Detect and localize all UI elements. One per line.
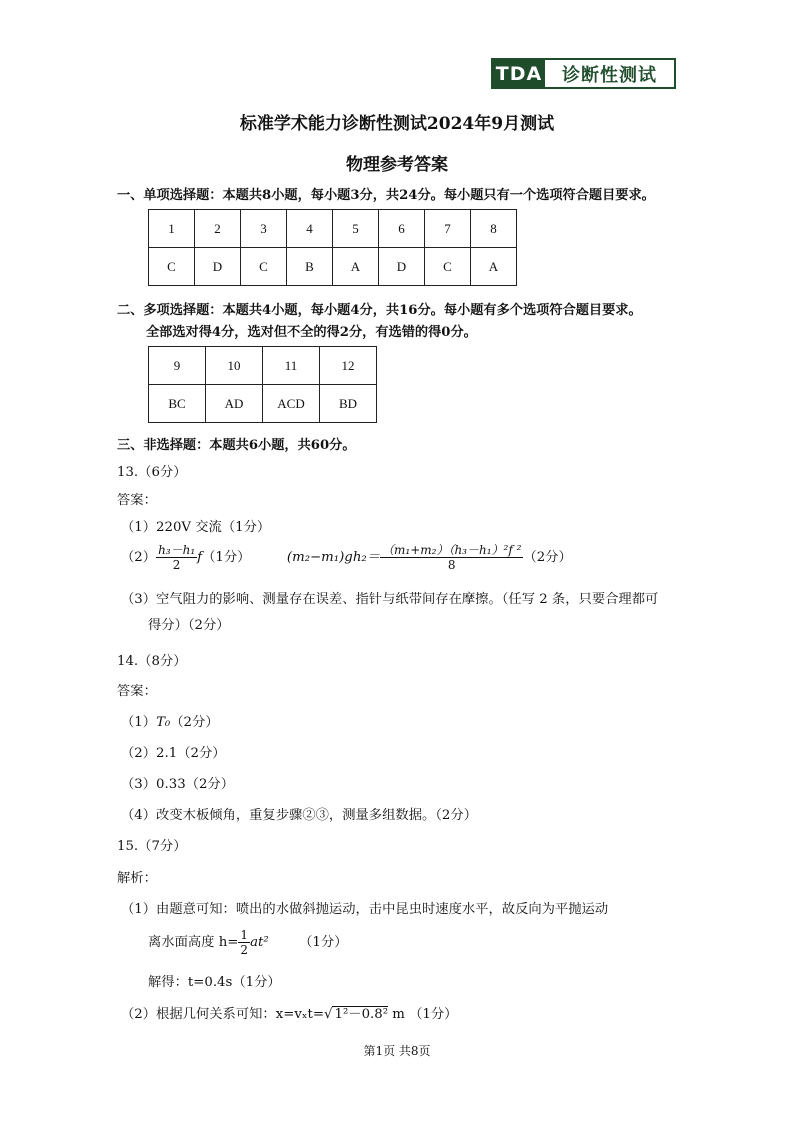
table-cell: D (379, 248, 425, 286)
fraction-denominator: 8 (447, 558, 456, 572)
q15-analysis-label: 解析： (117, 871, 157, 886)
section1-heading: 一、单项选择题：本题共8小题，每小题3分，共24分。每小题只有一个选项符合题目要求。 (117, 188, 655, 203)
page-footer: 第1页 共8页 (363, 1044, 431, 1058)
table-cell: 10 (206, 347, 263, 385)
table-row (149, 210, 517, 248)
table-cell: C (241, 248, 287, 286)
table-cell: D (195, 248, 241, 286)
section1-answer-table (148, 209, 517, 286)
table-cell: 7 (425, 210, 471, 248)
table-cell: 11 (263, 347, 320, 385)
q14-answer-1 (121, 711, 219, 730)
fraction-denominator: 2 (172, 558, 181, 572)
table-cell: 6 (379, 210, 425, 248)
table-cell: 1 (149, 210, 195, 248)
q14-answer-3: （3）0.33（2分） (121, 777, 235, 792)
q13-a2-eq-left: (m₂−m₁)gh₂＝ (286, 550, 381, 565)
table-cell: A (333, 248, 379, 286)
q14-answer-2: （2）2.1（2分） (121, 746, 226, 761)
q15-height-fraction (238, 928, 250, 957)
section2-heading-line2: 全部选对得4分，选对但不全的得2分，有选错的得0分。 (146, 325, 477, 340)
table-row (149, 248, 517, 286)
table-cell: C (425, 248, 471, 286)
q13-header: 13.（6分） (117, 465, 187, 480)
table-cell: 2 (195, 210, 241, 248)
q15-part1-solve: 解得：t=0.4s（1分） (148, 975, 281, 990)
fraction-numerator: h₃－h₁ (158, 543, 196, 557)
q13-a2-f: f (197, 550, 203, 565)
table-cell: C (149, 248, 195, 286)
q14-a1-prefix: （1） (121, 715, 157, 730)
q14-a1-score: （2分） (170, 715, 219, 730)
table-cell: 8 (471, 210, 517, 248)
section2-answer-table (148, 346, 377, 423)
q14-header: 14.（8分） (117, 654, 187, 669)
q15-part2-sqrt: 1²－0.8² (334, 1007, 389, 1022)
table-row (149, 385, 377, 423)
q13-answer-label: 答案： (117, 493, 157, 508)
table-cell: BC (149, 385, 206, 423)
q13-a2-prefix: （2） (121, 550, 157, 565)
table-cell: B (287, 248, 333, 286)
logo-text: 诊断性测试 (562, 64, 657, 86)
q13-answer-3-line1: （3）空气阻力的影响、测量存在误差、指针与纸带间存在摩擦。（任写 2 条，只要合理都可 (121, 592, 659, 607)
logo-tda: TDA (493, 60, 545, 87)
q13-answer-1: （1）220V 交流（1分） (121, 520, 271, 535)
q15-part1-height (148, 928, 348, 957)
table-cell: 3 (241, 210, 287, 248)
table-cell: BD (320, 385, 377, 423)
q15-header: 15.（7分） (117, 839, 187, 854)
table-cell: 5 (333, 210, 379, 248)
table-cell: 12 (320, 347, 377, 385)
q15-height-suffix: at² (250, 935, 269, 950)
table-cell: A (471, 248, 517, 286)
q13-a2-fraction (156, 543, 197, 572)
q15-part1: （1）由题意可知：喷出的水做斜抛运动，击中昆虫时速度水平，故反向为平抛运动 (121, 902, 609, 917)
q14-a1-value: T₀ (156, 715, 171, 730)
section3-heading: 三、非选择题：本题共6小题，共60分。 (117, 438, 356, 453)
q14-answer-label: 答案： (117, 684, 157, 699)
table-cell: ACD (263, 385, 320, 423)
table-cell: AD (206, 385, 263, 423)
q13-a2-eq-fraction (380, 543, 523, 572)
page-title: 标准学术能力诊断性测试2024年9月测试 (239, 114, 555, 134)
q13-a2-score1: （1分） (202, 550, 251, 565)
q15-part2-suffix: m （1分） (388, 1007, 458, 1022)
fraction-numerator: 1 (240, 928, 249, 942)
sqrt-icon: √ (324, 1007, 333, 1022)
q15-height-prefix: 离水面高度 h= (148, 935, 239, 950)
q14-answer-4: （4）改变木板倾角，重复步骤②③，测量多组数据。（2分） (121, 808, 477, 823)
table-row (149, 347, 377, 385)
q15-height-score: （1分） (299, 935, 348, 950)
q15-part2 (121, 1003, 457, 1022)
brand-logo (491, 58, 676, 89)
fraction-numerator: （m₁+m₂）（h₃－h₁）²f ² (382, 543, 522, 557)
table-cell: 4 (287, 210, 333, 248)
section2-heading-line1: 二、多项选择题：本题共4小题，每小题4分，共16分。每小题有多个选项符合题目要求。 (117, 303, 642, 318)
page-subtitle: 物理参考答案 (346, 155, 448, 175)
q15-part2-prefix: （2）根据几何关系可知：x=vₓt= (121, 1007, 324, 1022)
q13-answer-2 (121, 543, 572, 572)
table-cell: 9 (149, 347, 206, 385)
fraction-denominator: 2 (240, 943, 249, 957)
q13-a2-score2: （2分） (523, 550, 572, 565)
q13-answer-3-line2: 得分）（2分） (148, 618, 230, 633)
